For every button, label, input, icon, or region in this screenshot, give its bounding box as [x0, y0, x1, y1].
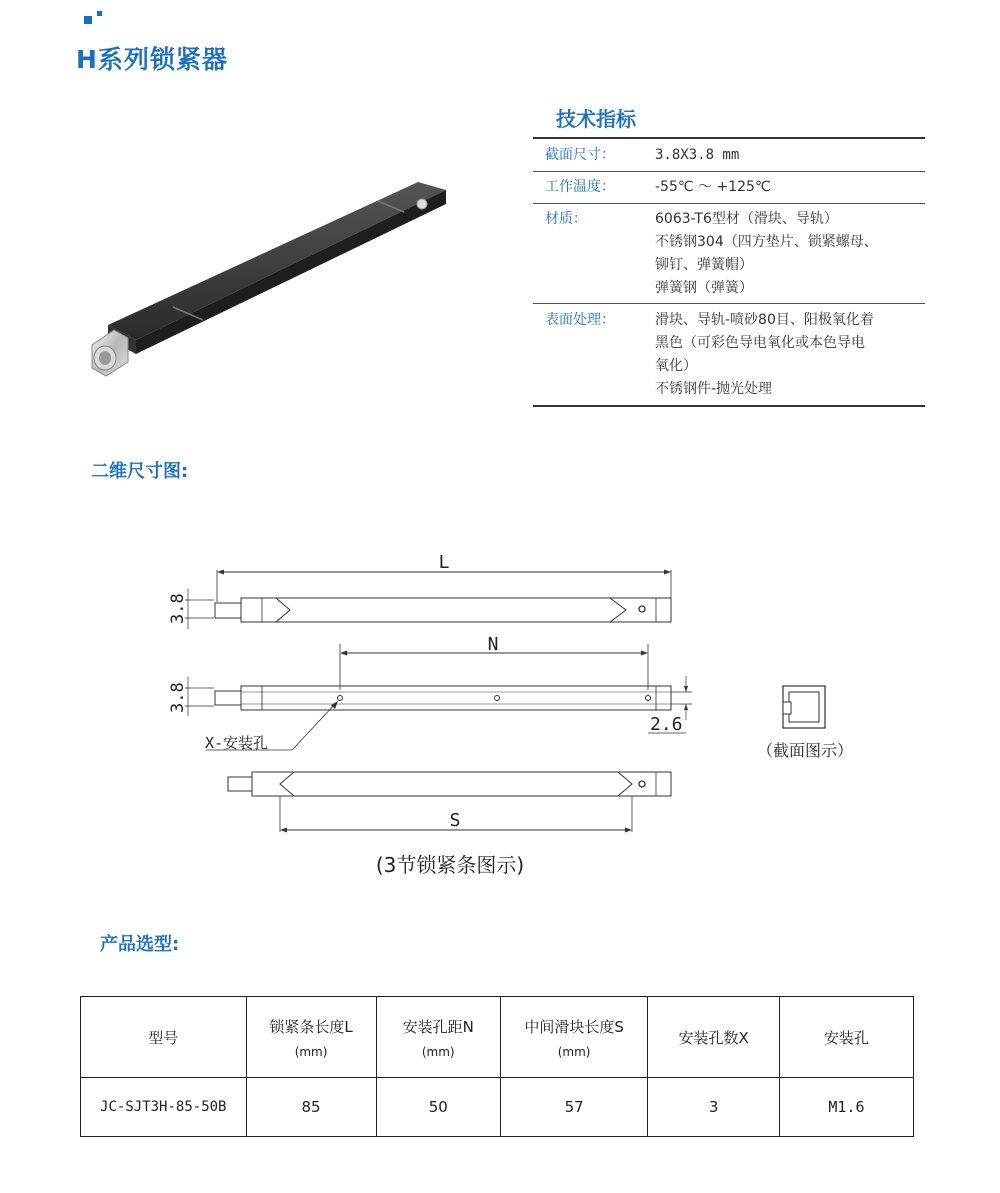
- spec-label: 截面尺寸：: [545, 146, 615, 163]
- header-label: 安装孔数X: [678, 1028, 749, 1047]
- spec-line: 3.8X3.8 mm: [655, 146, 740, 163]
- header-cell: [246, 997, 376, 1078]
- dimension-drawing: [0, 540, 1000, 880]
- spec-line: 黑色（可彩色导电氧化或本色导电: [655, 335, 865, 351]
- spec-label: 表面处理：: [545, 312, 615, 328]
- spec-line: 弹簧钢（弹簧）: [655, 280, 753, 296]
- spec-value: [645, 208, 925, 303]
- spec-value: [645, 309, 925, 405]
- dim-L-label: L: [438, 552, 450, 573]
- dim-38-side-label: 3.8: [168, 682, 188, 713]
- header-cell: [81, 997, 247, 1078]
- cell-model: JC-SJT3H-85-50B: [81, 1078, 247, 1137]
- drawing-title: 二维尺寸图:: [91, 461, 189, 482]
- selection-title: 产品选型:: [100, 934, 180, 955]
- header-unit: (mm): [294, 1044, 328, 1059]
- header-unit: (mm): [421, 1044, 455, 1059]
- header-label: 安装孔距N: [402, 1017, 474, 1036]
- header-label: 中间滑块长度S: [524, 1017, 624, 1036]
- header-cell: [648, 997, 779, 1078]
- spec-line: -55℃ ～ +125℃: [655, 179, 771, 195]
- spec-label: 材质：: [545, 211, 587, 227]
- table-header-row: [81, 997, 914, 1078]
- spec-line: 滑块、导轨-喷砂80目、阳极氧化着: [655, 312, 874, 328]
- header-label: 型号: [148, 1028, 179, 1047]
- spec-value: [645, 144, 925, 167]
- specs-title: 技术指标: [556, 107, 636, 131]
- spec-row-section: [533, 139, 925, 171]
- section-caption: （截面图示）: [756, 741, 854, 760]
- cell-hole-size: M1.6: [779, 1078, 913, 1137]
- hole-label: X-安装孔: [205, 734, 269, 752]
- drawing-caption: (3节锁紧条图示): [375, 853, 525, 877]
- dim-S-label: S: [449, 810, 461, 831]
- cell-hole-distance: 50: [376, 1078, 500, 1137]
- spec-row-surface: [533, 303, 925, 405]
- spec-line: 氧化）: [655, 358, 697, 374]
- dim-38-top-label: 3.8: [168, 593, 188, 624]
- dim-26-label: 2.6: [650, 714, 683, 735]
- cell-length: 85: [246, 1078, 376, 1137]
- spec-line: 不锈钢件-抛光处理: [655, 381, 773, 397]
- selection-table: [80, 996, 914, 1137]
- product-image: [78, 140, 468, 405]
- table-row: [81, 1078, 914, 1137]
- header-cell: [500, 997, 648, 1078]
- specs-table: [533, 137, 925, 407]
- header-unit: (mm): [557, 1044, 591, 1059]
- header-cell: [779, 997, 913, 1078]
- page-title: H系列锁紧器: [76, 45, 228, 74]
- cell-slider-length: 57: [500, 1078, 648, 1137]
- spec-line: 铆钉、弹簧帽）: [655, 257, 753, 273]
- cell-hole-count: 3: [648, 1078, 779, 1137]
- spec-label: 工作温度：: [545, 179, 615, 195]
- header-label: 安装孔: [823, 1028, 869, 1047]
- spec-line: 不锈钢304（四方垫片、锁紧螺母、: [655, 234, 878, 250]
- spec-line: 6063-T6型材（滑块、导轨）: [655, 211, 838, 227]
- header-label: 锁紧条长度L: [269, 1017, 353, 1036]
- spec-row-temperature: [533, 171, 925, 203]
- spec-row-material: [533, 203, 925, 303]
- spec-value: [645, 176, 925, 199]
- header-cell: [376, 997, 500, 1078]
- dim-N-label: N: [487, 634, 499, 655]
